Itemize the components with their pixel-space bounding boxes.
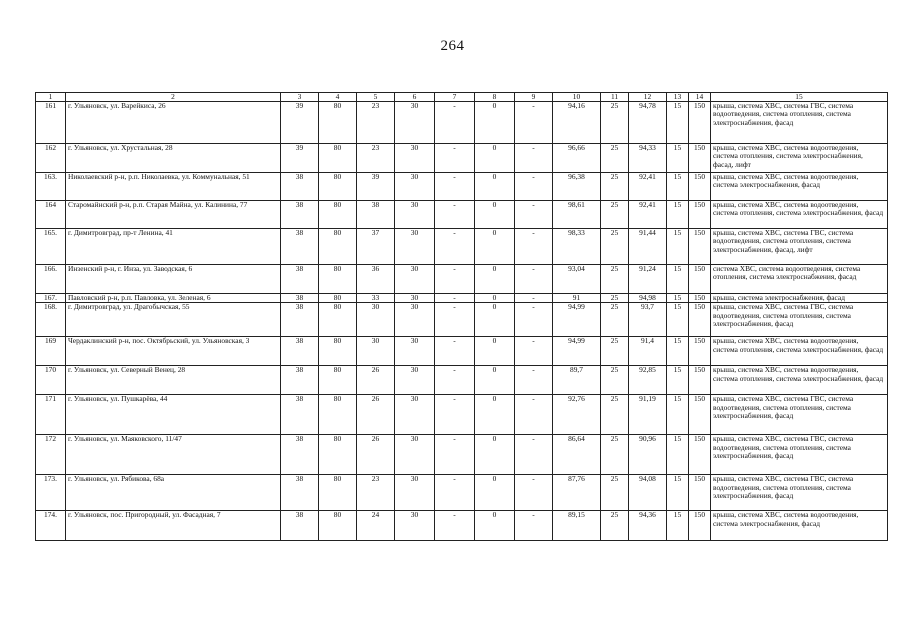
cell-c4: 80 <box>319 366 357 395</box>
address-cell: г. Ульяновск, ул. Рябикова, 68а <box>66 475 281 511</box>
cell-c7: - <box>435 511 475 541</box>
cell-c11: 25 <box>601 435 629 475</box>
address-cell: Старомайнский р-н, р.п. Старая Майна, ул. Калинина, 77 <box>66 201 281 229</box>
table-row <box>36 294 888 303</box>
cell-c6: 30 <box>395 173 435 201</box>
cell-c8: 0 <box>475 366 515 395</box>
cell-c10: 96,38 <box>553 173 601 201</box>
cell-c11: 25 <box>601 229 629 265</box>
address-cell: Чердаклинский р-н, пос. Октябрьский, ул. Ульяновская, 3 <box>66 337 281 366</box>
cell-c5: 26 <box>357 435 395 475</box>
cell-c8: 0 <box>475 229 515 265</box>
cell-c9: - <box>515 435 553 475</box>
cell-c6: 30 <box>395 265 435 294</box>
cell-c6: 30 <box>395 303 435 337</box>
works-list-cell: крыша, система ХВС, система ГВС, система водоотведения, система отопления, система электроснабжения, фасад <box>711 303 888 337</box>
row-number-cell: 174. <box>36 511 66 541</box>
cell-c12: 94,08 <box>629 475 667 511</box>
cell-c11: 25 <box>601 294 629 303</box>
cell-c13: 15 <box>667 435 689 475</box>
cell-c11: 25 <box>601 366 629 395</box>
row-number-cell: 169 <box>36 337 66 366</box>
table-body <box>36 102 888 541</box>
cell-c11: 25 <box>601 201 629 229</box>
cell-c4: 80 <box>319 173 357 201</box>
cell-c10: 93,04 <box>553 265 601 294</box>
cell-c12: 91,24 <box>629 265 667 294</box>
row-number-cell: 171 <box>36 395 66 435</box>
cell-c13: 15 <box>667 173 689 201</box>
cell-c14: 150 <box>689 511 711 541</box>
row-number-cell: 172 <box>36 435 66 475</box>
address-cell: Инзенский р-н, г. Инза, ул. Заводская, 6 <box>66 265 281 294</box>
cell-c9: - <box>515 366 553 395</box>
cell-c3: 38 <box>281 265 319 294</box>
cell-c7: - <box>435 102 475 144</box>
cell-c13: 15 <box>667 337 689 366</box>
cell-c14: 150 <box>689 366 711 395</box>
registry-table <box>35 92 888 541</box>
cell-c3: 39 <box>281 144 319 173</box>
cell-c14: 150 <box>689 435 711 475</box>
row-number-cell: 170 <box>36 366 66 395</box>
table-header <box>36 93 888 102</box>
cell-c12: 92,41 <box>629 173 667 201</box>
cell-c12: 91,4 <box>629 337 667 366</box>
cell-c5: 39 <box>357 173 395 201</box>
cell-c10: 98,33 <box>553 229 601 265</box>
cell-c11: 25 <box>601 511 629 541</box>
cell-c3: 38 <box>281 395 319 435</box>
cell-c12: 91,44 <box>629 229 667 265</box>
cell-c8: 0 <box>475 173 515 201</box>
cell-c7: - <box>435 144 475 173</box>
works-list-cell: крыша, система ХВС, система ГВС, система водоотведения, система отопления, система электроснабжения, фасад <box>711 395 888 435</box>
column-header-8: 8 <box>475 93 515 102</box>
address-cell: г. Ульяновск, пос. Пригородный, ул. Фасадная, 7 <box>66 511 281 541</box>
cell-c6: 30 <box>395 337 435 366</box>
cell-c8: 0 <box>475 435 515 475</box>
cell-c9: - <box>515 229 553 265</box>
cell-c13: 15 <box>667 201 689 229</box>
table-row <box>36 337 888 366</box>
cell-c11: 25 <box>601 144 629 173</box>
table-row <box>36 366 888 395</box>
cell-c12: 94,98 <box>629 294 667 303</box>
cell-c4: 80 <box>319 337 357 366</box>
cell-c10: 87,76 <box>553 475 601 511</box>
cell-c7: - <box>435 475 475 511</box>
cell-c12: 94,33 <box>629 144 667 173</box>
cell-c10: 89,15 <box>553 511 601 541</box>
cell-c10: 92,76 <box>553 395 601 435</box>
cell-c14: 150 <box>689 144 711 173</box>
cell-c8: 0 <box>475 265 515 294</box>
cell-c3: 38 <box>281 173 319 201</box>
cell-c5: 30 <box>357 303 395 337</box>
row-number-cell: 162 <box>36 144 66 173</box>
cell-c7: - <box>435 201 475 229</box>
cell-c5: 23 <box>357 144 395 173</box>
cell-c9: - <box>515 511 553 541</box>
address-cell: г. Димитровград, пр-т Ленина, 41 <box>66 229 281 265</box>
cell-c13: 15 <box>667 511 689 541</box>
column-header-15: 15 <box>711 93 888 102</box>
cell-c3: 38 <box>281 229 319 265</box>
cell-c12: 94,36 <box>629 511 667 541</box>
cell-c11: 25 <box>601 395 629 435</box>
cell-c4: 80 <box>319 395 357 435</box>
cell-c9: - <box>515 201 553 229</box>
table-row <box>36 144 888 173</box>
table-row <box>36 173 888 201</box>
address-cell: Николаевский р-н, р.п. Николаевка, ул. Коммунальная, 51 <box>66 173 281 201</box>
table-row <box>36 229 888 265</box>
row-number-cell: 161 <box>36 102 66 144</box>
cell-c4: 80 <box>319 265 357 294</box>
cell-c13: 15 <box>667 144 689 173</box>
cell-c5: 33 <box>357 294 395 303</box>
cell-c3: 38 <box>281 201 319 229</box>
cell-c3: 38 <box>281 366 319 395</box>
works-list-cell: крыша, система ХВС, система ГВС, система водоотведения, система отопления, система электроснабжения, фасад <box>711 102 888 144</box>
works-list-cell: крыша, система ХВС, система ГВС, система водоотведения, система отопления, система электроснабжения, фасад <box>711 435 888 475</box>
cell-c4: 80 <box>319 294 357 303</box>
cell-c13: 15 <box>667 366 689 395</box>
table-row <box>36 475 888 511</box>
column-header-2: 2 <box>66 93 281 102</box>
cell-c4: 80 <box>319 435 357 475</box>
cell-c11: 25 <box>601 303 629 337</box>
cell-c10: 96,66 <box>553 144 601 173</box>
cell-c13: 15 <box>667 229 689 265</box>
cell-c12: 94,78 <box>629 102 667 144</box>
row-number-cell: 167. <box>36 294 66 303</box>
cell-c9: - <box>515 294 553 303</box>
works-list-cell: крыша, система ХВС, система водоотведения, система отопления, система электроснабжения, фасад <box>711 366 888 395</box>
address-cell: г. Ульяновск, ул. Северный Венец, 28 <box>66 366 281 395</box>
cell-c9: - <box>515 173 553 201</box>
works-list-cell: крыша, система ХВС, система водоотведения, система электроснабжения, фасад <box>711 173 888 201</box>
column-header-11: 11 <box>601 93 629 102</box>
address-cell: г. Ульяновск, ул. Маяковского, 11/47 <box>66 435 281 475</box>
cell-c14: 150 <box>689 102 711 144</box>
row-number-cell: 168. <box>36 303 66 337</box>
column-header-3: 3 <box>281 93 319 102</box>
cell-c6: 30 <box>395 475 435 511</box>
column-header-12: 12 <box>629 93 667 102</box>
cell-c5: 30 <box>357 337 395 366</box>
address-cell: г. Димитровград, ул. Драгобычская, 55 <box>66 303 281 337</box>
cell-c14: 150 <box>689 303 711 337</box>
address-cell: Павловский р-н, р.п. Павловка, ул. Зеленая, 6 <box>66 294 281 303</box>
works-list-cell: крыша, система электроснабжения, фасад <box>711 294 888 303</box>
cell-c11: 25 <box>601 475 629 511</box>
cell-c8: 0 <box>475 337 515 366</box>
cell-c8: 0 <box>475 303 515 337</box>
cell-c5: 37 <box>357 229 395 265</box>
cell-c14: 150 <box>689 337 711 366</box>
works-list-cell: крыша, система ХВС, система водоотведения, система электроснабжения, фасад <box>711 511 888 541</box>
row-number-cell: 166. <box>36 265 66 294</box>
cell-c5: 38 <box>357 201 395 229</box>
cell-c6: 30 <box>395 511 435 541</box>
table-row <box>36 395 888 435</box>
column-header-1: 1 <box>36 93 66 102</box>
row-number-cell: 165. <box>36 229 66 265</box>
works-list-cell: крыша, система ХВС, система ГВС, система водоотведения, система отопления, система электроснабжения, фасад <box>711 475 888 511</box>
cell-c3: 38 <box>281 475 319 511</box>
cell-c10: 94,16 <box>553 102 601 144</box>
cell-c12: 92,41 <box>629 201 667 229</box>
cell-c6: 30 <box>395 294 435 303</box>
row-number-cell: 173. <box>36 475 66 511</box>
cell-c4: 80 <box>319 511 357 541</box>
cell-c11: 25 <box>601 265 629 294</box>
cell-c8: 0 <box>475 144 515 173</box>
column-header-13: 13 <box>667 93 689 102</box>
address-cell: г. Ульяновск, ул. Пушкарёва, 44 <box>66 395 281 435</box>
cell-c14: 150 <box>689 173 711 201</box>
cell-c14: 150 <box>689 229 711 265</box>
cell-c10: 86,64 <box>553 435 601 475</box>
column-header-9: 9 <box>515 93 553 102</box>
column-header-14: 14 <box>689 93 711 102</box>
cell-c7: - <box>435 395 475 435</box>
cell-c14: 150 <box>689 265 711 294</box>
cell-c5: 24 <box>357 511 395 541</box>
cell-c4: 80 <box>319 303 357 337</box>
cell-c12: 91,19 <box>629 395 667 435</box>
cell-c14: 150 <box>689 395 711 435</box>
cell-c5: 23 <box>357 102 395 144</box>
cell-c5: 36 <box>357 265 395 294</box>
table-row <box>36 303 888 337</box>
cell-c8: 0 <box>475 511 515 541</box>
cell-c8: 0 <box>475 294 515 303</box>
cell-c10: 89,7 <box>553 366 601 395</box>
cell-c7: - <box>435 294 475 303</box>
cell-c13: 15 <box>667 395 689 435</box>
works-list-cell: система ХВС, система водоотведения, система отопления, система электроснабжения, фасад <box>711 265 888 294</box>
cell-c8: 0 <box>475 201 515 229</box>
cell-c6: 30 <box>395 229 435 265</box>
cell-c9: - <box>515 337 553 366</box>
works-list-cell: крыша, система ХВС, система водоотведения, система отопления, система электроснабжения, фасад <box>711 201 888 229</box>
cell-c3: 38 <box>281 511 319 541</box>
cell-c3: 38 <box>281 337 319 366</box>
cell-c9: - <box>515 395 553 435</box>
cell-c3: 38 <box>281 303 319 337</box>
cell-c3: 38 <box>281 435 319 475</box>
cell-c7: - <box>435 265 475 294</box>
cell-c9: - <box>515 102 553 144</box>
cell-c14: 150 <box>689 475 711 511</box>
cell-c7: - <box>435 337 475 366</box>
page-number: 264 <box>440 38 465 54</box>
cell-c8: 0 <box>475 395 515 435</box>
cell-c9: - <box>515 144 553 173</box>
cell-c12: 92,85 <box>629 366 667 395</box>
table-row <box>36 102 888 144</box>
cell-c10: 94,99 <box>553 303 601 337</box>
cell-c10: 91 <box>553 294 601 303</box>
cell-c12: 93,7 <box>629 303 667 337</box>
cell-c4: 80 <box>319 144 357 173</box>
column-header-5: 5 <box>357 93 395 102</box>
cell-c4: 80 <box>319 201 357 229</box>
cell-c6: 30 <box>395 201 435 229</box>
cell-c4: 80 <box>319 229 357 265</box>
cell-c3: 38 <box>281 294 319 303</box>
cell-c7: - <box>435 173 475 201</box>
cell-c12: 90,96 <box>629 435 667 475</box>
cell-c13: 15 <box>667 475 689 511</box>
cell-c14: 150 <box>689 294 711 303</box>
column-header-10: 10 <box>553 93 601 102</box>
table-row <box>36 435 888 475</box>
cell-c6: 30 <box>395 366 435 395</box>
cell-c6: 30 <box>395 102 435 144</box>
cell-c13: 15 <box>667 303 689 337</box>
column-header-7: 7 <box>435 93 475 102</box>
table-row <box>36 265 888 294</box>
cell-c5: 26 <box>357 366 395 395</box>
cell-c11: 25 <box>601 102 629 144</box>
cell-c4: 80 <box>319 475 357 511</box>
cell-c7: - <box>435 303 475 337</box>
cell-c13: 15 <box>667 294 689 303</box>
cell-c6: 30 <box>395 435 435 475</box>
cell-c10: 98,61 <box>553 201 601 229</box>
cell-c7: - <box>435 229 475 265</box>
cell-c4: 80 <box>319 102 357 144</box>
address-cell: г. Ульяновск, ул. Хрустальная, 28 <box>66 144 281 173</box>
cell-c13: 15 <box>667 102 689 144</box>
table-row <box>36 201 888 229</box>
row-number-cell: 163. <box>36 173 66 201</box>
cell-c11: 25 <box>601 337 629 366</box>
cell-c5: 23 <box>357 475 395 511</box>
cell-c9: - <box>515 303 553 337</box>
cell-c9: - <box>515 475 553 511</box>
cell-c5: 26 <box>357 395 395 435</box>
table-row <box>36 511 888 541</box>
cell-c13: 15 <box>667 265 689 294</box>
cell-c11: 25 <box>601 173 629 201</box>
cell-c3: 39 <box>281 102 319 144</box>
cell-c10: 94,99 <box>553 337 601 366</box>
row-number-cell: 164 <box>36 201 66 229</box>
works-list-cell: крыша, система ХВС, система водоотведения, система отопления, система электроснабжения, фасад, лифт <box>711 144 888 173</box>
column-header-4: 4 <box>319 93 357 102</box>
address-cell: г. Ульяновск, ул. Варейкиса, 26 <box>66 102 281 144</box>
cell-c6: 30 <box>395 395 435 435</box>
cell-c8: 0 <box>475 475 515 511</box>
cell-c8: 0 <box>475 102 515 144</box>
works-list-cell: крыша, система ХВС, система водоотведения, система отопления, система электроснабжения, фасад <box>711 337 888 366</box>
cell-c14: 150 <box>689 201 711 229</box>
cell-c7: - <box>435 435 475 475</box>
header-row <box>36 93 888 102</box>
column-header-6: 6 <box>395 93 435 102</box>
works-list-cell: крыша, система ХВС, система ГВС, система водоотведения, система отопления, система электроснабжения, фасад, лифт <box>711 229 888 265</box>
cell-c6: 30 <box>395 144 435 173</box>
cell-c7: - <box>435 366 475 395</box>
cell-c9: - <box>515 265 553 294</box>
